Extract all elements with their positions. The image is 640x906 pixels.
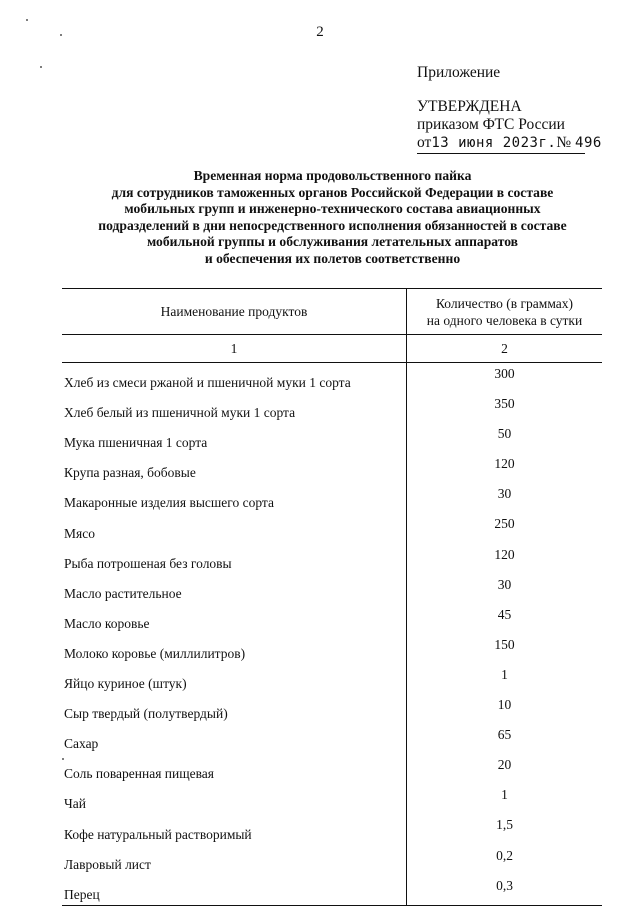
page-number: 2 [316, 24, 324, 40]
product-name: Сыр твердый (полутвердый) [64, 706, 228, 722]
product-quantity: 65 [407, 724, 603, 754]
table-row [62, 634, 602, 664]
table-row [62, 423, 602, 453]
product-quantity: 120 [407, 544, 603, 574]
table-row [62, 513, 602, 543]
product-quantity: 20 [407, 754, 603, 784]
header-product-name: Наименование продуктов [62, 289, 407, 335]
product-quantity: 45 [407, 604, 603, 634]
table-row [62, 544, 602, 574]
table-row [62, 453, 602, 483]
product-name: Масло коровье [64, 615, 150, 631]
order-authority: приказом ФТС России [417, 116, 565, 133]
product-name: Хлеб из смеси ржаной и пшеничной муки 1 сорта [64, 375, 351, 391]
title-line: Временная норма продовольственного пайка [193, 168, 472, 183]
scan-speck [26, 19, 28, 21]
table-row [62, 875, 602, 906]
table-row [62, 393, 602, 423]
order-number: 496 [575, 135, 602, 151]
title-line: и обеспечения их полетов соответственно [204, 250, 461, 266]
table-row [62, 754, 602, 784]
scan-speck [40, 66, 42, 68]
product-name: Сахар [64, 736, 99, 752]
table-row [62, 483, 602, 513]
product-name: Масло растительное [64, 585, 182, 601]
product-quantity: 1 [407, 784, 603, 814]
product-name: Чай [64, 796, 86, 812]
product-name: Соль поваренная пищевая [64, 766, 215, 782]
table-header-row [62, 289, 602, 335]
title-line: подразделений в дни непосредственного исполнения обязанностей в составе [98, 217, 567, 233]
product-name: Мясо [64, 525, 95, 541]
approved-label: УТВЕРЖДЕНА [417, 98, 522, 115]
product-quantity: 300 [407, 363, 603, 394]
product-quantity: 0,2 [407, 845, 603, 875]
table-row [62, 574, 602, 604]
product-quantity: 120 [407, 453, 603, 483]
title-line: для сотрудников таможенных органов Российской Федерации в составе [111, 184, 554, 200]
product-name: Мука пшеничная 1 сорта [64, 435, 208, 451]
product-name: Перец [62, 875, 407, 906]
appendix-label: Приложение [417, 64, 501, 81]
product-quantity: 50 [407, 423, 603, 453]
product-quantity: 150 [407, 634, 603, 664]
product-quantity: 10 [407, 694, 603, 724]
table-body [62, 363, 602, 906]
table-row [62, 845, 602, 875]
product-quantity: 350 [407, 393, 603, 423]
title-line: мобильной группы и обслуживания летательных аппаратов [146, 234, 519, 250]
header-quantity-line2: на одного человека в сутки [426, 312, 583, 328]
table-row [62, 694, 602, 724]
product-quantity: 1,5 [407, 814, 603, 844]
product-name: Рыба потрошеная без головы [64, 555, 232, 571]
header-quantity [407, 289, 603, 335]
table-row [62, 814, 602, 844]
table-row [62, 724, 602, 754]
from-prefix: от [417, 134, 432, 151]
product-quantity: 0,3 [407, 875, 603, 906]
product-name: Хлеб белый из пшеничной муки 1 сорта [64, 405, 296, 421]
product-quantity: 250 [407, 513, 603, 543]
title-line: мобильных групп и инженерно-технического состава авиационных [124, 201, 541, 217]
product-quantity: 30 [407, 483, 603, 513]
column-number: 1 [62, 335, 407, 363]
order-date-number [417, 134, 602, 154]
table-row [62, 604, 602, 634]
ration-table [62, 288, 602, 906]
column-number-row [62, 335, 602, 363]
document-title [60, 168, 605, 268]
table-row [62, 784, 602, 814]
product-quantity: 30 [407, 574, 603, 604]
header-quantity-line1: Количество (в граммах) [435, 295, 574, 311]
product-name: Кофе натуральный растворимый [64, 826, 252, 842]
approval-block [417, 98, 602, 154]
product-quantity: 1 [407, 664, 603, 694]
product-name: Макаронные изделия высшего сорта [64, 495, 274, 511]
table-row [62, 664, 602, 694]
order-date: 13 июня 2023г. [431, 135, 557, 151]
product-name: Лавровый лист [64, 856, 151, 872]
product-name: Яйцо куриное (штук) [64, 676, 187, 692]
number-prefix: № [556, 134, 572, 151]
column-number: 2 [407, 335, 603, 363]
product-name: Крупа разная, бобовые [64, 465, 196, 481]
table-row [62, 363, 602, 394]
product-name: Молоко коровье (миллилитров) [64, 645, 246, 661]
